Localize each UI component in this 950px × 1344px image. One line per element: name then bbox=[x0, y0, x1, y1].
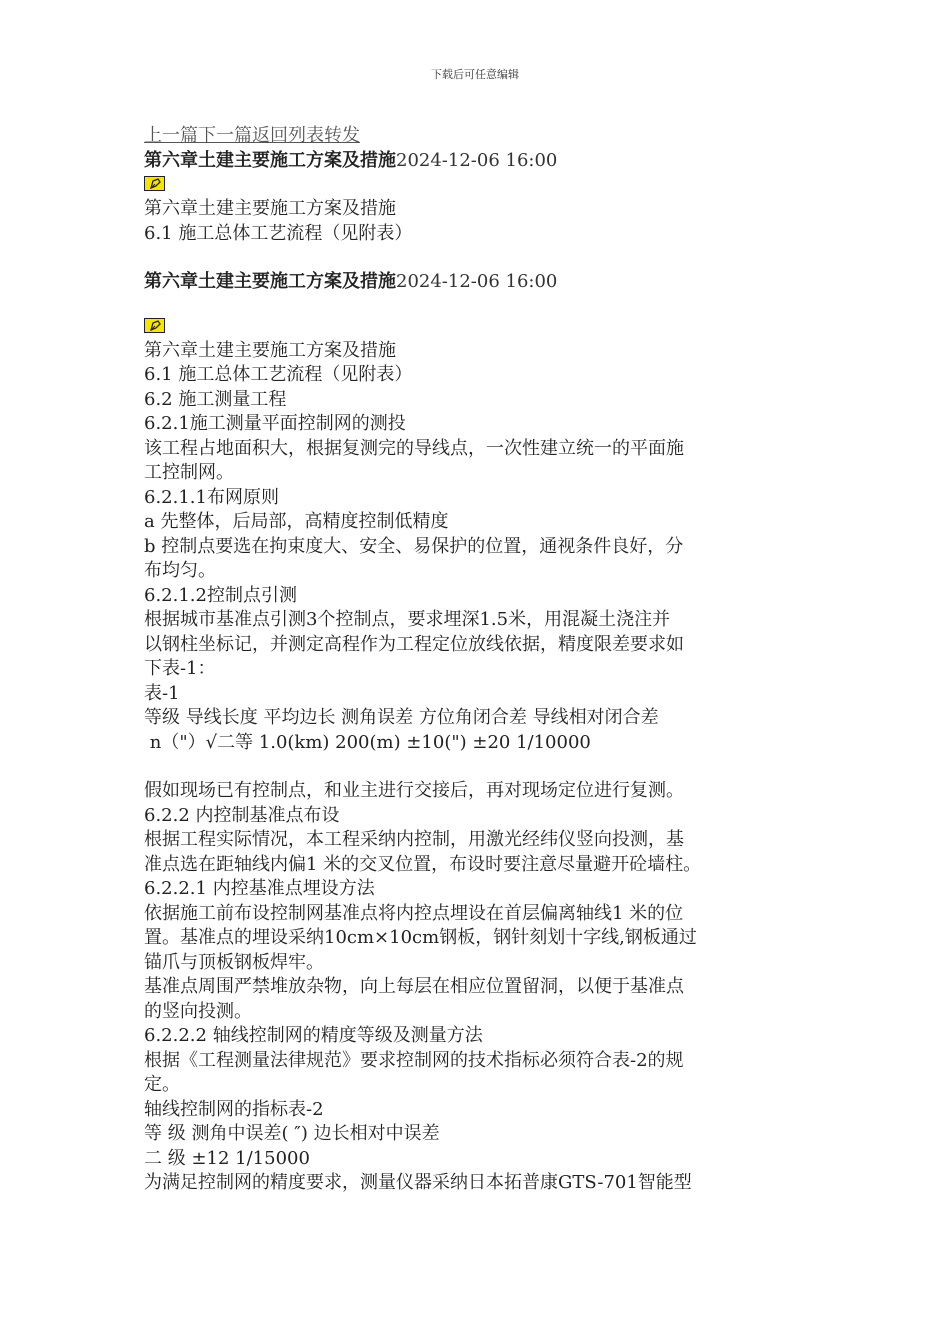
body-line: 6.1 施工总体工艺流程（见附表） bbox=[144, 364, 413, 385]
body-line: 置。基准点的埋设采纳10cm×10cm钢板，钢针刻划十字线,钢板通过 bbox=[144, 927, 697, 948]
table-header-row: 等 级 测角中误差( ″) 边长相对中误差 bbox=[144, 1123, 440, 1144]
body-line: 锚爪与顶板钢板焊牢。 bbox=[144, 951, 324, 973]
body-line: 的竖向投测。 bbox=[144, 1000, 252, 1022]
article-nav bbox=[144, 124, 814, 149]
article-date: 2024-12-06 16:00 bbox=[396, 149, 558, 171]
body-line: 假如现场已有控制点，和业主进行交接后，再对现场定位进行复测。 bbox=[144, 780, 684, 801]
prev-article-link[interactable]: 上一篇 bbox=[144, 125, 198, 146]
body-section-a bbox=[144, 339, 814, 756]
body-line: 6.2.2.2 轴线控制网的精度等级及测量方法 bbox=[144, 1025, 483, 1046]
intro-line: 6.1 施工总体工艺流程（见附表） bbox=[144, 222, 413, 244]
body-line: 准点选在距轴线内偏1 米的交叉位置，布设时要注意尽量避开砼墙柱。 bbox=[144, 853, 702, 875]
body-line: 基准点周围严禁堆放杂物，向上每层在相应位置留洞，以便于基准点 bbox=[144, 976, 684, 997]
body-line: 以钢柱坐标记，并测定高程作为工程定位放线依据，精度限差要求如 bbox=[144, 633, 684, 655]
body-line: 6.2 施工测量工程 bbox=[144, 388, 287, 410]
body-line: 为满足控制网的精度要求，测量仪器采纳日本拓普康GTS-701智能型 bbox=[144, 1172, 692, 1193]
edit-icon-row bbox=[144, 315, 814, 339]
article-date: 2024-12-06 16:00 bbox=[396, 271, 558, 292]
article-title-row-2 bbox=[144, 270, 814, 295]
back-to-list-link[interactable]: 返回列表 bbox=[252, 125, 324, 146]
edit-icon[interactable] bbox=[144, 176, 165, 191]
article-title: 第六章土建主要施工方案及措施 bbox=[144, 149, 396, 171]
body-line: 第六章土建主要施工方案及措施 bbox=[144, 339, 396, 361]
body-line: 定。 bbox=[144, 1074, 180, 1095]
body-line: b 控制点要选在拘束度大、安全、易保护的位置，通视条件良好，分 bbox=[144, 535, 684, 557]
table-label: 轴线控制网的指标表-2 bbox=[144, 1098, 324, 1120]
body-line: 该工程占地面积大，根据复测完的导线点，一次性建立统一的平面施 bbox=[144, 437, 684, 459]
body-line: 依据施工前布设控制网基准点将内控点埋设在首层偏离轴线1 米的位 bbox=[144, 902, 684, 924]
body-line: 6.2.2.1 内控基准点埋设方法 bbox=[144, 878, 375, 899]
body-line: 6.2.1施工测量平面控制网的测投 bbox=[144, 413, 406, 434]
body-line: 下表-1： bbox=[144, 658, 216, 679]
article-title: 第六章土建主要施工方案及措施 bbox=[144, 271, 396, 292]
body-line: 根据《工程测量法律规范》要求控制网的技术指标必须符合表-2的规 bbox=[144, 1049, 684, 1071]
body-line: 根据城市基准点引测3个控制点，要求埋深1.5米，用混凝土浇注并 bbox=[144, 609, 671, 630]
body-line: a 先整体，后局部，高精度控制低精度 bbox=[144, 511, 449, 532]
body-section-b bbox=[144, 779, 814, 1196]
article-content bbox=[144, 124, 814, 1196]
next-article-link[interactable]: 下一篇 bbox=[198, 125, 252, 146]
table-label: 表-1 bbox=[144, 682, 180, 704]
body-line: 根据工程实际情况，本工程采纳内控制，用激光经纬仪竖向投测，基 bbox=[144, 829, 684, 850]
intro-heading: 第六章土建主要施工方案及措施 bbox=[144, 198, 396, 219]
edit-icon[interactable] bbox=[144, 318, 165, 333]
table-row: 二 级 ±12 1/15000 bbox=[144, 1147, 310, 1169]
body-line: 工控制网。 bbox=[144, 462, 234, 483]
download-note: 下载后可任意编辑 bbox=[431, 68, 519, 81]
share-link[interactable]: 转发 bbox=[324, 125, 360, 146]
table-header-row: 等级 导线长度 平均边长 测角误差 方位角闭合差 导线相对闭合差 bbox=[144, 707, 659, 728]
edit-icon-row bbox=[144, 173, 814, 197]
body-line: 布均匀。 bbox=[144, 560, 216, 581]
table-row: n（"）√二等 1.0(km) 200(m) ±10(") ±20 1/10000 bbox=[144, 731, 591, 753]
article-title-row bbox=[144, 149, 814, 174]
body-line: 6.2.1.2控制点引测 bbox=[144, 584, 297, 606]
body-line: 6.2.2 内控制基准点布设 bbox=[144, 804, 340, 826]
body-line: 6.2.1.1布网原则 bbox=[144, 486, 279, 508]
